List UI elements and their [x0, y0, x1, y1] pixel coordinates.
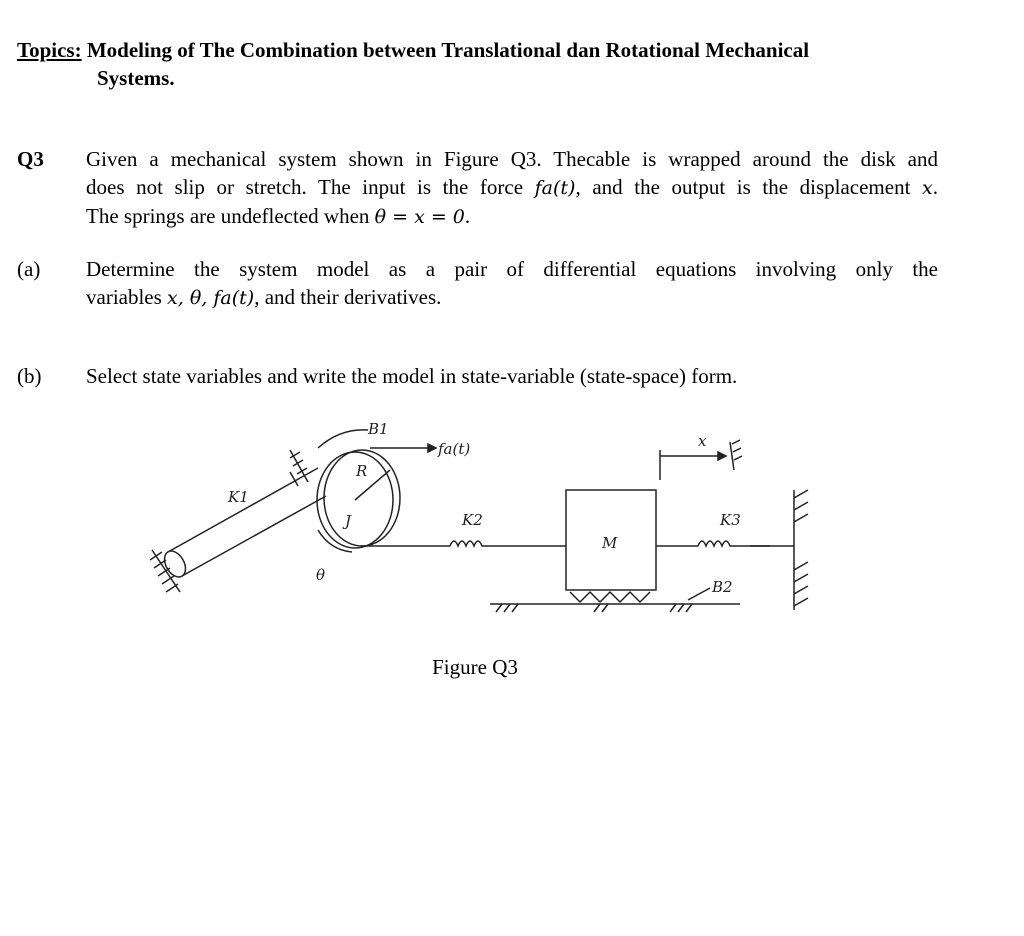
- figure-q3-diagram: [140, 410, 840, 640]
- part-a-line2-pre: variables: [86, 285, 168, 309]
- label-k3: K3: [720, 511, 741, 529]
- label-r: R: [356, 462, 368, 480]
- label-b2: B2: [712, 578, 733, 596]
- part-b-text: Select state variables and write the model in state-variable (state-space) form.: [86, 364, 738, 388]
- label-fa: fa(t): [438, 440, 471, 458]
- ground-hatch: [496, 604, 692, 612]
- part-a-label: (a): [17, 257, 41, 281]
- part-a-line1: Determine the system model as a pair of differential equations involving only the: [86, 257, 938, 281]
- part-b-label: (b): [17, 364, 42, 388]
- label-b1: B1: [368, 420, 389, 438]
- question-line2: [86, 173, 938, 202]
- bearing-hatch: [290, 450, 308, 486]
- right-wall: [750, 490, 808, 610]
- label-x: x: [698, 432, 707, 450]
- question-line2-pre: does not slip or stretch. The input is the force: [86, 175, 535, 199]
- topic-title-line2: Systems.: [97, 66, 175, 90]
- shaft-k1: [160, 468, 326, 581]
- output-symbol: x: [922, 177, 933, 199]
- question-text: [86, 145, 938, 231]
- question-line1: Given a mechanical system shown in Figure Q3. Thecable is wrapped around the disk and: [86, 147, 938, 171]
- initial-condition-math: θ = x = 0: [374, 206, 465, 228]
- question-line3-pre: The springs are undeflected when: [86, 204, 375, 228]
- label-k1: K1: [228, 488, 249, 506]
- topic-title-line1: Modeling of The Combination between Translational dan Rotational Mechanical: [86, 38, 810, 62]
- variables-math: x, θ, fa(t): [167, 287, 255, 309]
- input-force-symbol: fa(t): [534, 177, 576, 199]
- label-theta: θ: [316, 566, 326, 584]
- label-k2: K2: [462, 511, 483, 529]
- mass-rollers: [570, 592, 650, 602]
- part-a-text: [86, 255, 938, 312]
- damper-b2-pointer: [688, 588, 710, 600]
- label-j: J: [345, 512, 352, 530]
- question-number: Q3: [17, 147, 44, 171]
- label-m: M: [602, 534, 618, 552]
- question-line3: [86, 202, 938, 231]
- damper-b1-arc: [318, 430, 368, 448]
- force-arrow: [370, 444, 436, 452]
- mechanical-system-svg: [140, 410, 840, 640]
- question-line2-post: .: [932, 175, 938, 199]
- question-line2-mid: , and the output is the displacement: [575, 175, 923, 199]
- part-a-line2: [86, 283, 938, 312]
- part-a-line2-post: , and their derivatives.: [254, 285, 442, 309]
- topic-heading: [17, 36, 977, 92]
- figure-caption: Figure Q3: [432, 655, 518, 679]
- question-line3-post: .: [464, 204, 471, 228]
- topic-label: Topics:: [17, 38, 82, 62]
- spring-k2: [450, 541, 506, 546]
